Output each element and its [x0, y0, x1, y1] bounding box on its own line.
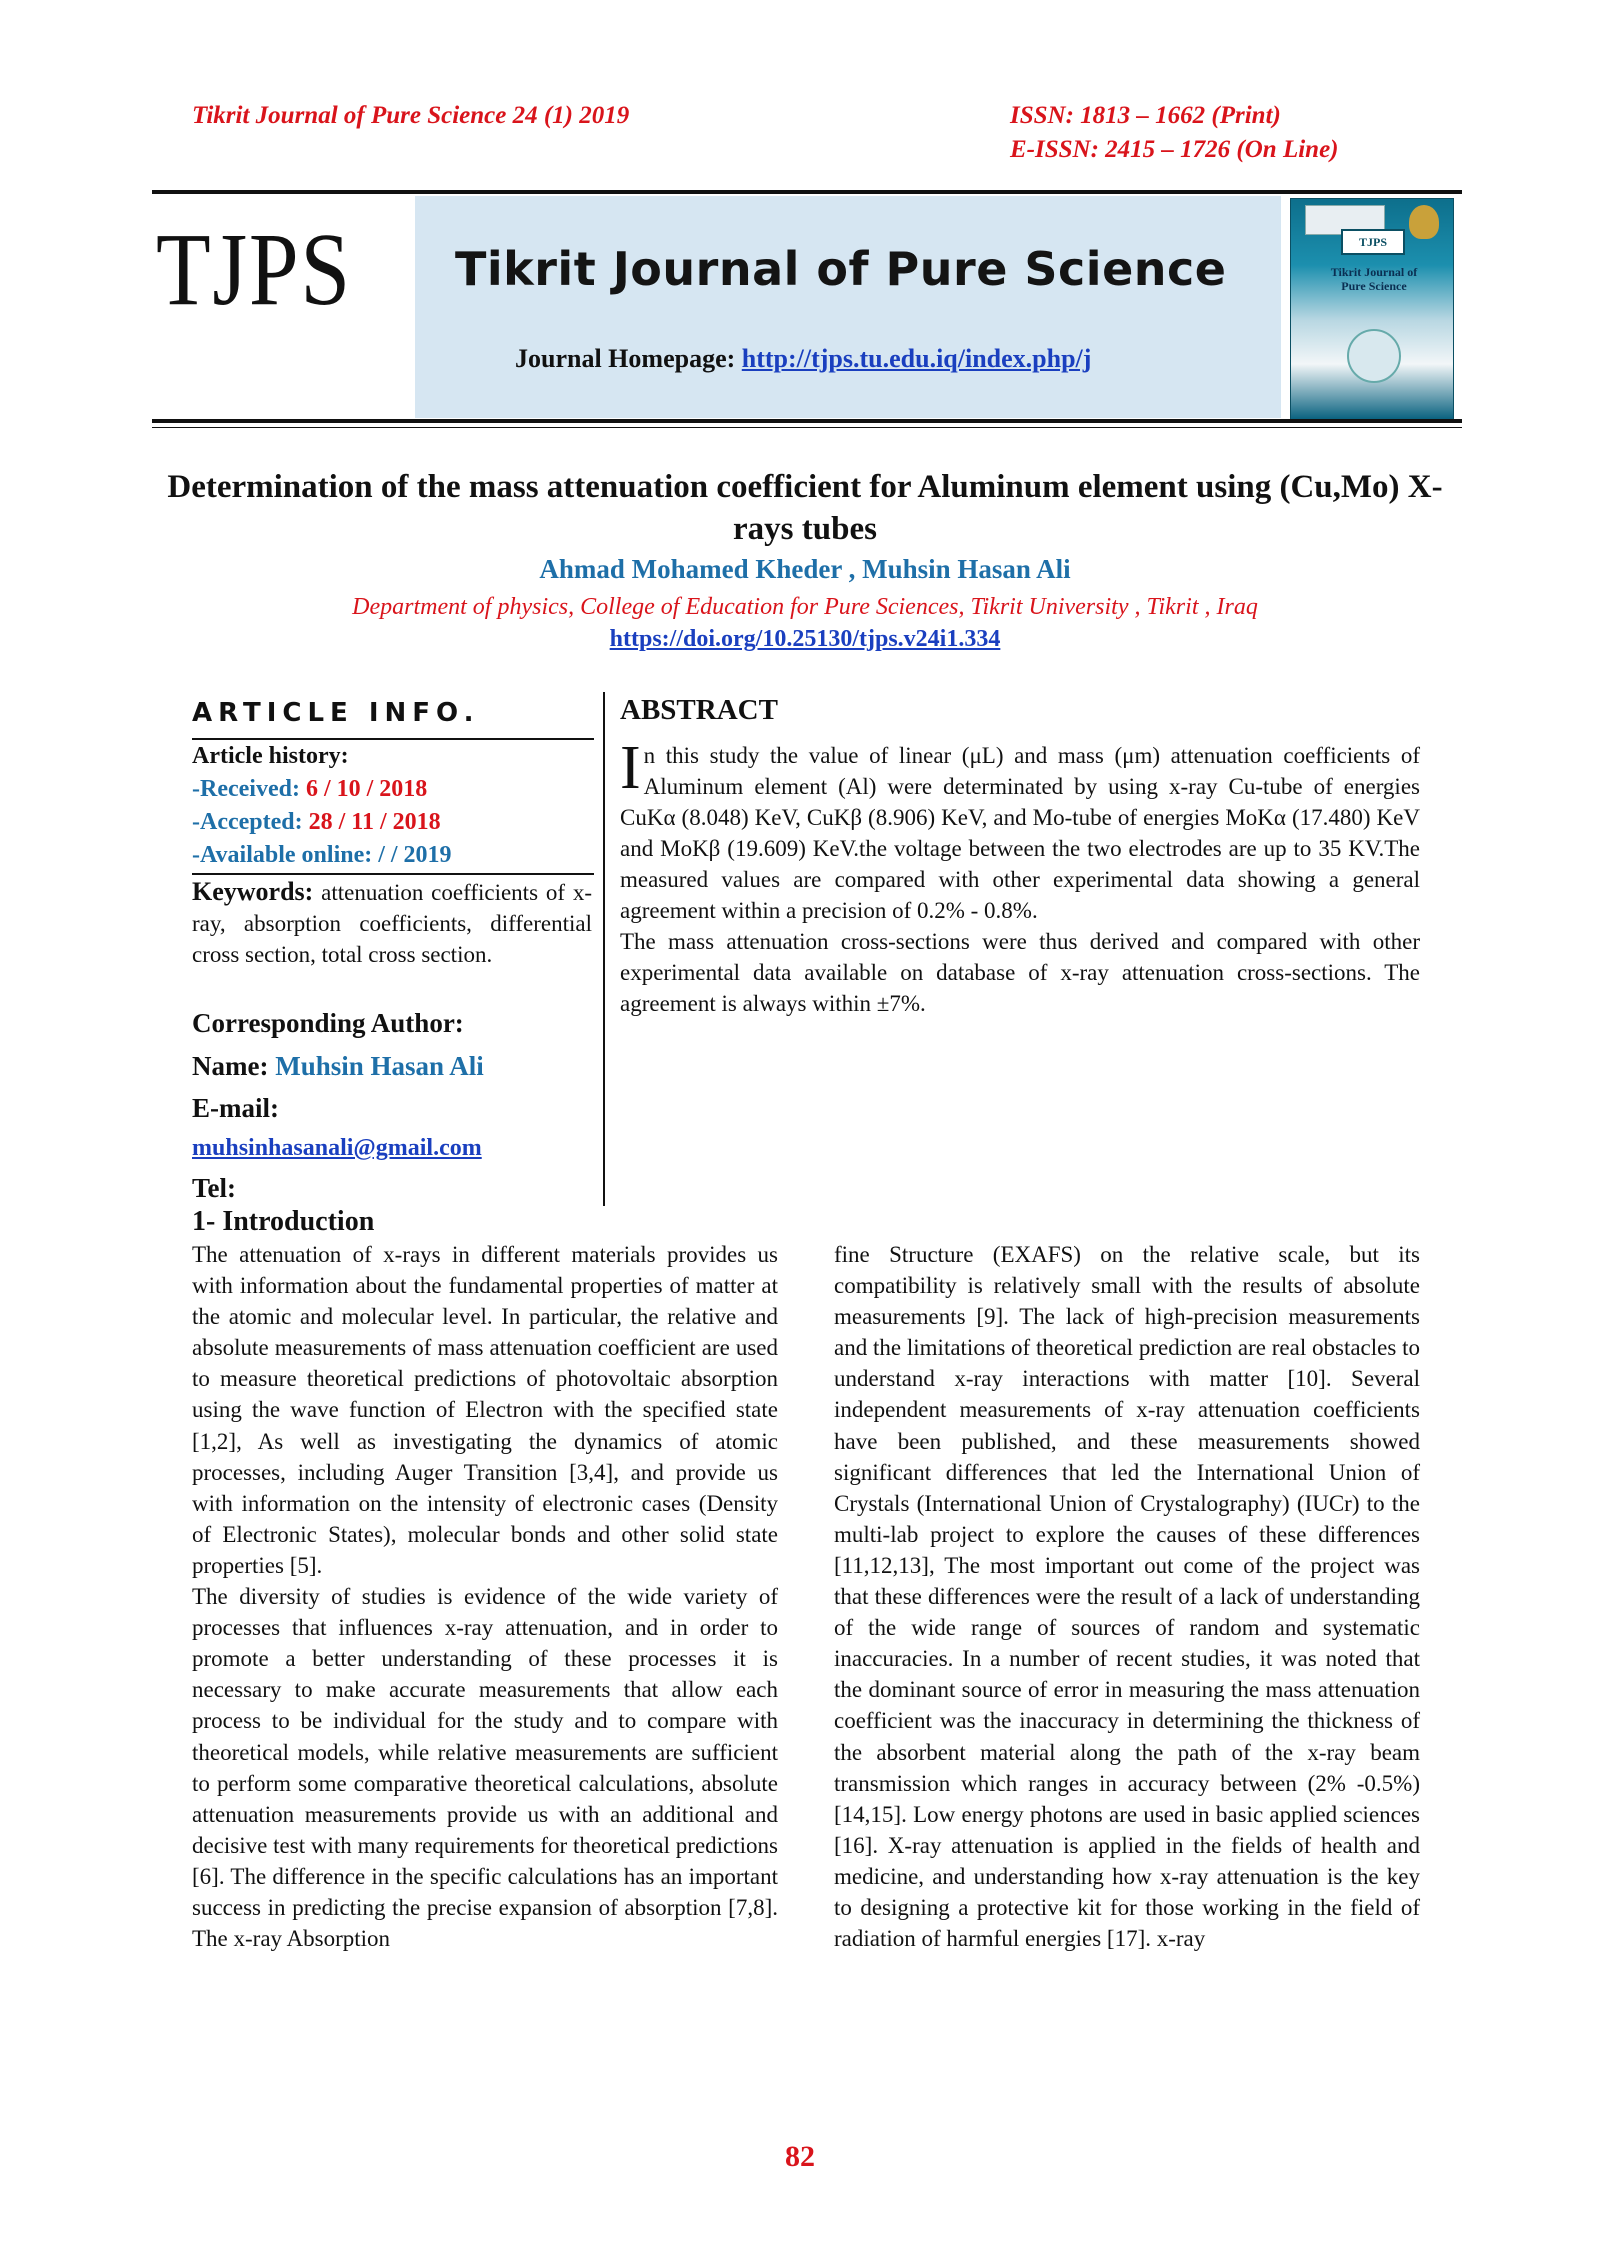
received-label: -Received:	[192, 776, 306, 802]
page-number: 82	[785, 2140, 815, 2173]
issn-print: ISSN: 1813 – 1662 (Print)	[1010, 102, 1281, 129]
article-info-rule	[192, 738, 594, 740]
author-name: Muhsin Hasan Ali	[275, 1051, 484, 1081]
email-address	[192, 1135, 482, 1162]
author-affiliation: Department of physics, College of Education for Pure Sciences, Tikrit University , Tikrit , Iraq	[352, 594, 1258, 620]
cover-title: Tikrit Journal of Pure Science	[1330, 265, 1418, 293]
tjps-logo: TJPS	[156, 212, 352, 327]
banner-top-rule	[152, 190, 1462, 194]
cover-badge: TJPS	[1341, 229, 1405, 255]
available-online: -Available online: / / 2019	[192, 842, 452, 868]
abstract-paragraph-1-text: n this study the value of linear (μL) and mass (μm) attenuation coefficients of Aluminum element (Al) were determinated by using x-ray Cu-tube of energies CuKα (8.048) KeV, CuKβ (8.906) KeV, and Mo-tube of energies MoKα (17.480) KeV and MoKβ (19.609) KeV.the voltage between the two electrodes are up to 35 KV.The measured values are compared with other experimental data showing a general agreement within a precision of 0.2% - 0.8%.	[620, 743, 1420, 923]
banner-bottom-rule	[152, 419, 1462, 423]
cover-logo-icon	[1347, 329, 1401, 383]
banner-bottom-rule-thin	[152, 427, 1462, 428]
keywords	[192, 876, 592, 970]
journal-name-banner: Tikrit Journal of Pure Science	[455, 242, 1227, 296]
email-label: E-mail:	[192, 1093, 279, 1123]
article-history-label: Article history:	[192, 743, 349, 769]
doi	[160, 626, 1450, 653]
homepage-label: Journal Homepage:	[515, 344, 742, 373]
journal-issue-header: Tikrit Journal of Pure Science 24 (1) 2019	[192, 102, 630, 129]
corresponding-author-label: Corresponding Author:	[192, 1008, 464, 1038]
journal-cover-image	[1290, 198, 1454, 420]
column-divider	[603, 692, 605, 1206]
abstract-paragraph-1	[620, 734, 1420, 926]
accepted-date: 28 / 11 / 2018	[308, 809, 441, 835]
abstract-paragraph-2: The mass attenuation cross-sections were thus derived and compared with other experimental data available on database of x-ray attenuation cross-sections. The agreement is always within ±7%.	[620, 929, 1420, 1016]
accepted-line	[192, 808, 441, 837]
introduction-heading: 1- Introduction	[192, 1206, 375, 1237]
author-name-line	[192, 1051, 484, 1082]
abstract-dropcap: I	[620, 734, 641, 802]
intro-paragraph-1: The attenuation of x-rays in different materials provides us with information about the fundamental properties of matter at the atomic and molecular level. In particular, the relative and absolute measurements of mass attenuation coefficient are used to measure theoretical predictions of photovoltaic absorption using the wave function of Electron with the specified state [1,2], As well as investigating the dynamics of atomic processes, including Auger Transition [3,4], and provide us with information on the intensity of electronic cases (Density of Electronic States), molecular bonds and other solid state properties [5].	[192, 1242, 778, 1578]
journal-homepage	[515, 344, 1091, 374]
received-date: 6 / 10 / 2018	[305, 776, 428, 802]
received-line	[192, 775, 427, 804]
tel-label: Tel:	[192, 1173, 237, 1203]
accepted-label: -Accepted:	[192, 809, 309, 835]
banner-panel	[415, 196, 1281, 418]
university-emblem-icon	[1409, 205, 1439, 239]
doi-link[interactable]: https://doi.org/10.25130/tjps.v24i1.334	[609, 626, 1001, 652]
keywords-rule	[192, 873, 594, 875]
abstract-body	[620, 734, 1420, 1019]
article-info-heading: ARTICLE INFO.	[192, 698, 480, 728]
left-column	[192, 1239, 778, 1954]
right-column	[834, 1239, 1420, 1954]
keywords-label: Keywords:	[192, 877, 314, 906]
keywords-text: attenuation coefficients of x-ray, absorption coefficients, differential cross section, total cross section.	[192, 880, 592, 967]
email-link[interactable]: muhsinhasanali@gmail.com	[192, 1135, 482, 1161]
issn-online: E-ISSN: 2415 – 1726 (On Line)	[1010, 136, 1339, 163]
paper-title: Determination of the mass attenuation coefficient for Aluminum element using (Cu,Mo) X-rays tubes	[167, 469, 1443, 547]
intro-paragraph-2: The diversity of studies is evidence of the wide variety of processes that influences x-ray attenuation, and in order to promote a better understanding of these processes it is necessary to make accurate measurements that allow each process to be individual for the study and to compare with theoretical models, while relative measurements are sufficient to perform some comparative theoretical calculations, absolute attenuation measurements provide us with an additional and decisive test with many requirements for theoretical predictions [6]. The difference in the specific calculations has an important success in predicting the precise expansion of absorption [7,8]. The x-ray Absorption	[192, 1584, 778, 1952]
intro-paragraph-3: fine Structure (EXAFS) on the relative scale, but its compatibility is relatively small with the results of absolute measurements [9]. The lack of high-precision measurements and the limitations of theoretical prediction are real obstacles to understand x-ray interactions with matter [10]. Several independent measurements of x-ray attenuation coefficients have been published, and these measurements showed significant differences that led the International Union of Crystals (International Union of Crystalography) (IUCr) to the multi-lab project to explore the causes of these differences [11,12,13], The most important out come of the project was that these differences were the result of a lack of understanding of the wide range of sources of random and systematic inaccuracies. In a number of recent studies, it was noted that the dominant source of error in measuring the mass attenuation coefficient was the inaccuracy in determining the thickness of the absorbent material along the path of the x-ray beam transmission which ranges in accuracy between (2% -0.5%) [14,15]. Low energy photons are used in basic applied sciences [16]. X-ray attenuation is applied in the fields of health and medicine, and understanding how x-ray attenuation is the key to designing a protective kit for those working in the field of radiation of harmful energies [17]. x-ray	[834, 1242, 1420, 1952]
abstract-heading: ABSTRACT	[620, 694, 778, 726]
paper-authors: Ahmad Mohamed Kheder , Muhsin Hasan Ali	[539, 554, 1071, 584]
homepage-link[interactable]: http://tjps.tu.edu.iq/index.php/j	[741, 344, 1092, 373]
name-label: Name:	[192, 1051, 276, 1081]
